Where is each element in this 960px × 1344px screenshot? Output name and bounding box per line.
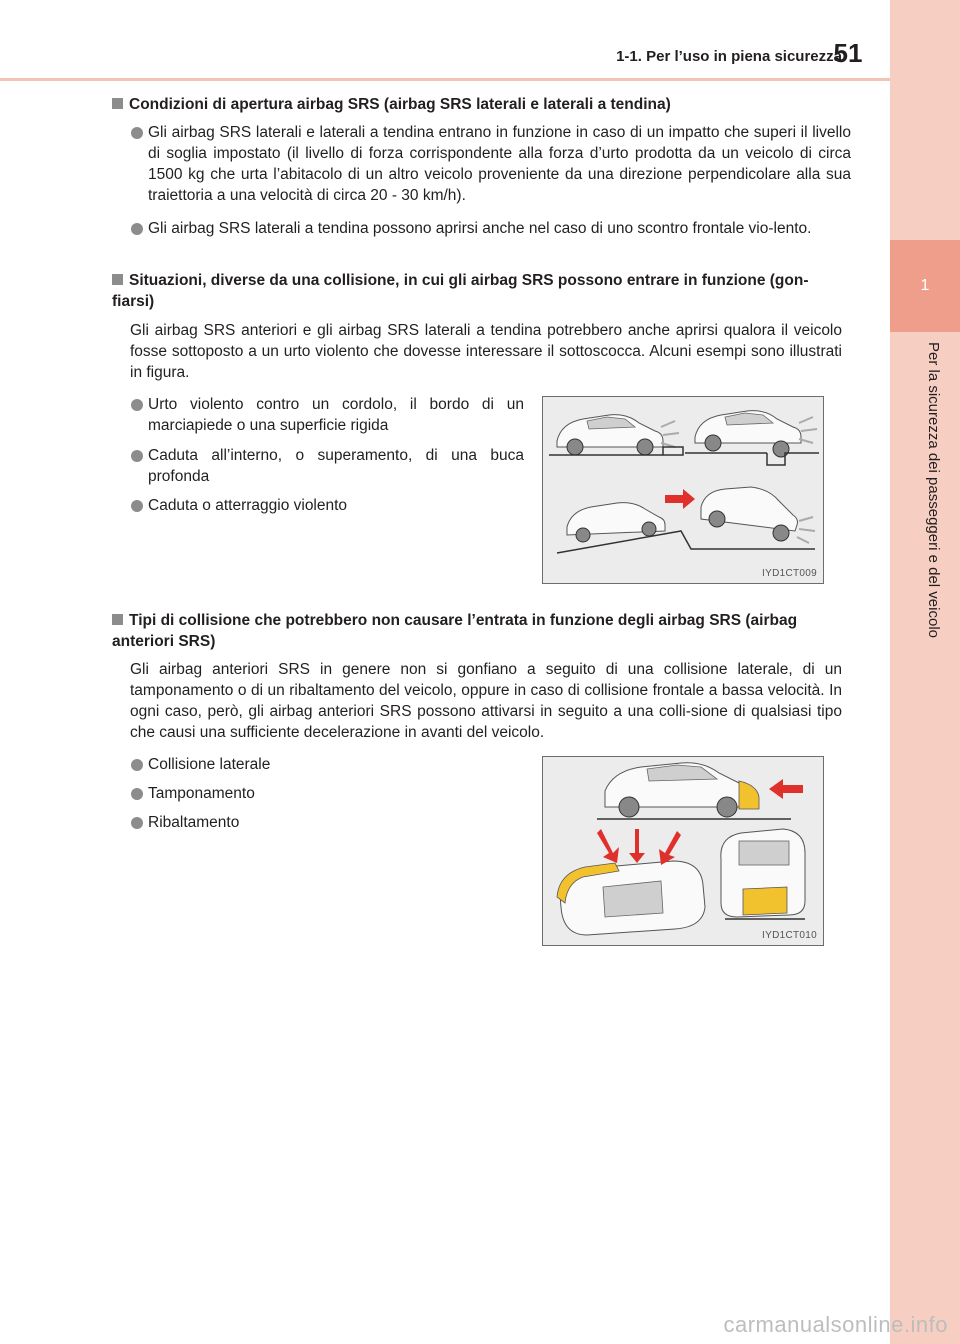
section2-bullet-2 xyxy=(148,445,524,487)
red-arrow-icon xyxy=(659,831,681,865)
section2-heading xyxy=(112,270,852,312)
car-rollover-icon xyxy=(721,829,805,919)
chapter-number: 1 xyxy=(890,240,960,332)
section2-bullet-3 xyxy=(148,495,524,516)
section3-bullet-3 xyxy=(148,812,488,833)
car-pothole-icon xyxy=(685,411,819,465)
header-rule xyxy=(0,78,890,81)
bullet-text: Caduta o atterraggio violento xyxy=(148,497,348,514)
section2-bullet-1 xyxy=(148,394,524,436)
section2-heading-line1: Situazioni, diverse da una collisione, in cui gli airbag SRS possono entrare in funzione (gon- xyxy=(129,272,809,289)
section3-bullet-2 xyxy=(148,783,488,804)
car-top-view-icon xyxy=(557,829,705,935)
figure-code: IYD1CT010 xyxy=(762,930,817,941)
round-bullet-icon xyxy=(131,500,143,512)
bullet-text: Tamponamento xyxy=(148,785,255,802)
bullet-text: Collisione laterale xyxy=(148,756,271,773)
round-bullet-icon xyxy=(131,127,143,139)
underbody-impact-illustration xyxy=(543,397,823,583)
section3-heading-line2: anteriori SRS) xyxy=(112,633,216,650)
bullet-text: Gli airbag SRS laterali e laterali a tendina entrano in funzione in caso di un impatto che superi il livello di soglia impostato (il livello di forza corrispondente alla forza d’urto prodotta da un veicolo di circa 1500 kg che urta l’abitacolo di un altro veicolo proveniente da una direzione perpendicolare alla sua traiettoria a una velocità di circa 20 - 30 km/h). xyxy=(148,124,851,204)
chapter-side-tab xyxy=(890,0,960,1344)
section-title: 1-1. Per l’uso in piena sicurezza xyxy=(616,48,842,65)
section1-heading-text: Condizioni di apertura airbag SRS (airbag SRS laterali e laterali a tendina) xyxy=(129,96,671,113)
section1-heading xyxy=(112,94,872,115)
section1-bullet-1 xyxy=(148,122,851,206)
round-bullet-icon xyxy=(131,759,143,771)
page-number: 51 xyxy=(833,38,863,68)
bullet-text: Gli airbag SRS laterali a tendina possono aprirsi anche nel caso di uno scontro frontale vio-lento. xyxy=(148,220,812,237)
red-arrow-icon xyxy=(665,489,695,509)
section3-bullet-1 xyxy=(148,754,488,775)
section3-heading xyxy=(112,610,852,652)
section2-paragraph: Gli airbag SRS anteriori e gli airbag SRS laterali a tendina potrebbero anche aprirsi qualora il veicolo fosse sottoposto a un urto violento che dovesse interessare il sottoscocca. Alcuni esempi sono illustrati in figura. xyxy=(130,322,842,381)
bullet-text: Urto violento contro un cordolo, il bordo di un marciapiede o una superficie rigida xyxy=(148,396,524,434)
red-arrow-icon xyxy=(597,829,619,863)
section1-bullet-2 xyxy=(148,218,851,239)
section3-heading-line1: Tipi di collisione che potrebbero non causare l’entrata in funzione degli airbag SRS (airbag xyxy=(129,612,798,629)
car-side-collision-icon xyxy=(597,763,803,819)
figure-non-deploy-collisions xyxy=(542,756,824,946)
section2-heading-line2: fiarsi) xyxy=(112,293,155,310)
bullet-text: Caduta all’interno, o superamento, di una buca profonda xyxy=(148,447,524,485)
figure-code: IYD1CT009 xyxy=(762,568,817,579)
chapter-label: Per la sicurezza dei passeggeri e del veicolo xyxy=(925,342,942,638)
round-bullet-icon xyxy=(131,223,143,235)
square-bullet-icon xyxy=(112,614,123,625)
car-curb-icon xyxy=(549,415,683,455)
red-arrow-icon xyxy=(629,829,645,863)
red-arrow-icon xyxy=(769,779,803,799)
car-landing-icon xyxy=(557,487,815,553)
round-bullet-icon xyxy=(131,450,143,462)
watermark: carmanualsonline.info xyxy=(723,1312,948,1337)
round-bullet-icon xyxy=(131,788,143,800)
collision-types-illustration xyxy=(543,757,823,945)
square-bullet-icon xyxy=(112,274,123,285)
round-bullet-icon xyxy=(131,817,143,829)
section3-paragraph: Gli airbag anteriori SRS in genere non si gonfiano a seguito di una collisione laterale, di un tamponamento o di un ribaltamento del veicolo, oppure in caso di collisione frontale a bassa velocità. In ogni caso, però, gli airbag anteriori SRS possono attivarsi in seguito a una colli-sione di qualsiasi tipo che causi una sufficiente decelerazione in avanti del veicolo. xyxy=(130,661,842,741)
bullet-text: Ribaltamento xyxy=(148,814,240,831)
round-bullet-icon xyxy=(131,399,143,411)
figure-underbody-impacts xyxy=(542,396,824,584)
square-bullet-icon xyxy=(112,98,123,109)
